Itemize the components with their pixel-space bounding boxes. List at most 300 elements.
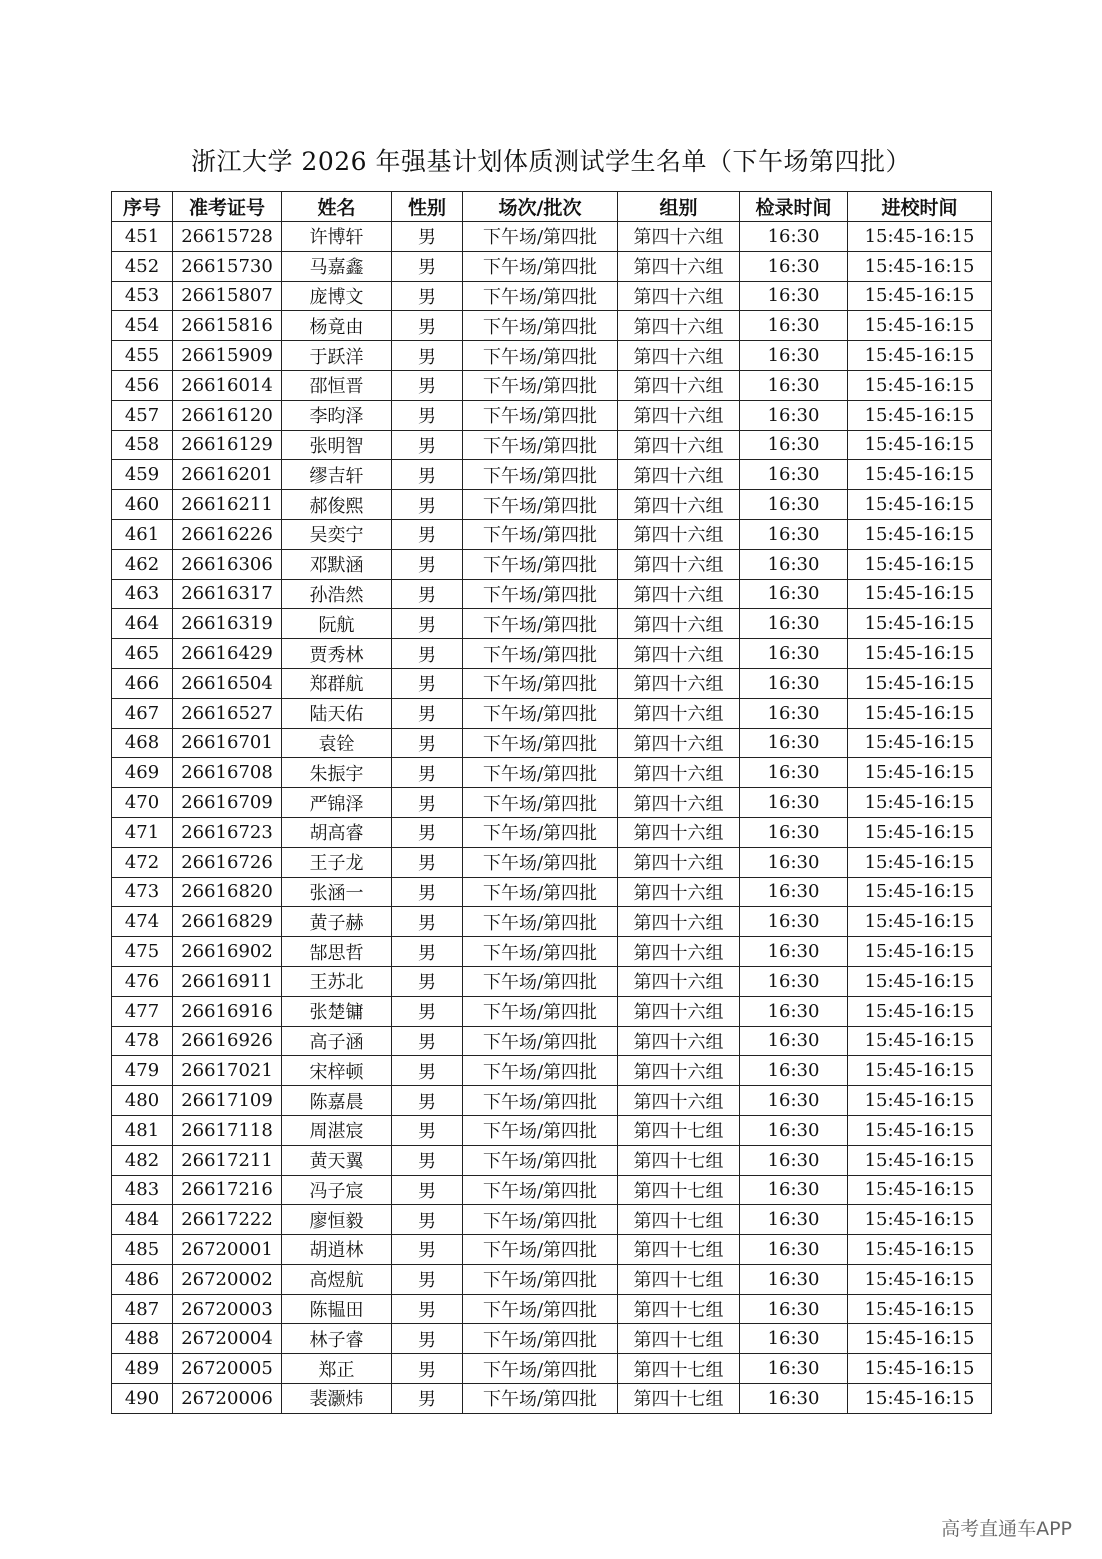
session-batch-cell: 下午场/第四批 <box>463 877 618 907</box>
seq-no-cell: 467 <box>112 698 173 728</box>
entry-time-cell: 15:45-16:15 <box>848 1145 992 1175</box>
exam-id-cell: 26616701 <box>173 728 282 758</box>
entry-time-cell: 15:45-16:15 <box>848 579 992 609</box>
session-batch-cell: 下午场/第四批 <box>463 639 618 669</box>
seq-no-cell: 458 <box>112 430 173 460</box>
table-row <box>112 758 992 788</box>
table-row <box>112 519 992 549</box>
gender-cell: 男 <box>392 907 463 937</box>
checkin-time-cell: 16:30 <box>740 1235 848 1265</box>
seq-no-cell: 478 <box>112 1026 173 1056</box>
group-cell: 第四十七组 <box>618 1354 740 1384</box>
seq-no-cell: 468 <box>112 728 173 758</box>
student-name-cell: 张涵一 <box>282 877 392 907</box>
entry-time-cell: 15:45-16:15 <box>848 907 992 937</box>
student-name-cell: 郑正 <box>282 1354 392 1384</box>
student-name-cell: 严锦泽 <box>282 788 392 818</box>
table-row <box>112 698 992 728</box>
group-cell: 第四十六组 <box>618 609 740 639</box>
session-batch-cell: 下午场/第四批 <box>463 1235 618 1265</box>
gender-cell: 男 <box>392 1205 463 1235</box>
student-name-cell: 许博轩 <box>282 222 392 252</box>
checkin-time-cell: 16:30 <box>740 996 848 1026</box>
gender-cell: 男 <box>392 1354 463 1384</box>
exam-id-cell: 26720001 <box>173 1235 282 1265</box>
seq-no-cell: 483 <box>112 1175 173 1205</box>
checkin-time-cell: 16:30 <box>740 966 848 996</box>
student-name-cell: 陈嘉晨 <box>282 1086 392 1116</box>
gender-cell: 男 <box>392 490 463 520</box>
checkin-time-cell: 16:30 <box>740 1115 848 1145</box>
entry-time-cell: 15:45-16:15 <box>848 788 992 818</box>
entry-time-cell: 15:45-16:15 <box>848 847 992 877</box>
seq-no-cell: 490 <box>112 1384 173 1414</box>
exam-id-cell: 26615730 <box>173 251 282 281</box>
table-row <box>112 1294 992 1324</box>
entry-time-cell: 15:45-16:15 <box>848 1294 992 1324</box>
session-batch-cell: 下午场/第四批 <box>463 400 618 430</box>
student-name-cell: 庞博文 <box>282 281 392 311</box>
exam-id-cell: 26616319 <box>173 609 282 639</box>
session-batch-cell: 下午场/第四批 <box>463 728 618 758</box>
table-header <box>112 192 992 222</box>
exam-id-cell: 26720002 <box>173 1264 282 1294</box>
gender-cell: 男 <box>392 579 463 609</box>
table-row <box>112 907 992 937</box>
gender-cell: 男 <box>392 996 463 1026</box>
group-cell: 第四十六组 <box>618 877 740 907</box>
session-batch-cell: 下午场/第四批 <box>463 907 618 937</box>
column-header-gender: 性别 <box>392 192 463 222</box>
checkin-time-cell: 16:30 <box>740 698 848 728</box>
gender-cell: 男 <box>392 639 463 669</box>
gender-cell: 男 <box>392 370 463 400</box>
entry-time-cell: 15:45-16:15 <box>848 1235 992 1265</box>
session-batch-cell: 下午场/第四批 <box>463 609 618 639</box>
session-batch-cell: 下午场/第四批 <box>463 1145 618 1175</box>
checkin-time-cell: 16:30 <box>740 430 848 460</box>
entry-time-cell: 15:45-16:15 <box>848 877 992 907</box>
student-name-cell: 宋梓顿 <box>282 1056 392 1086</box>
checkin-time-cell: 16:30 <box>740 579 848 609</box>
gender-cell: 男 <box>392 1056 463 1086</box>
seq-no-cell: 477 <box>112 996 173 1026</box>
entry-time-cell: 15:45-16:15 <box>848 609 992 639</box>
exam-id-cell: 26720003 <box>173 1294 282 1324</box>
session-batch-cell: 下午场/第四批 <box>463 937 618 967</box>
session-batch-cell: 下午场/第四批 <box>463 1294 618 1324</box>
checkin-time-cell: 16:30 <box>740 639 848 669</box>
checkin-time-cell: 16:30 <box>740 1294 848 1324</box>
seq-no-cell: 479 <box>112 1056 173 1086</box>
session-batch-cell: 下午场/第四批 <box>463 370 618 400</box>
gender-cell: 男 <box>392 698 463 728</box>
seq-no-cell: 460 <box>112 490 173 520</box>
checkin-time-cell: 16:30 <box>740 1086 848 1116</box>
seq-no-cell: 473 <box>112 877 173 907</box>
column-header-checkin-time: 检录时间 <box>740 192 848 222</box>
checkin-time-cell: 16:30 <box>740 490 848 520</box>
table-row <box>112 996 992 1026</box>
exam-id-cell: 26616014 <box>173 370 282 400</box>
session-batch-cell: 下午场/第四批 <box>463 311 618 341</box>
student-name-cell: 吴奕宁 <box>282 519 392 549</box>
seq-no-cell: 463 <box>112 579 173 609</box>
entry-time-cell: 15:45-16:15 <box>848 1354 992 1384</box>
group-cell: 第四十六组 <box>618 400 740 430</box>
entry-time-cell: 15:45-16:15 <box>848 728 992 758</box>
table-row <box>112 1056 992 1086</box>
group-cell: 第四十六组 <box>618 728 740 758</box>
seq-no-cell: 481 <box>112 1115 173 1145</box>
session-batch-cell: 下午场/第四批 <box>463 222 618 252</box>
seq-no-cell: 488 <box>112 1324 173 1354</box>
table-row <box>112 1324 992 1354</box>
table-row <box>112 817 992 847</box>
student-name-cell: 王子龙 <box>282 847 392 877</box>
group-cell: 第四十七组 <box>618 1324 740 1354</box>
table-row <box>112 400 992 430</box>
gender-cell: 男 <box>392 877 463 907</box>
seq-no-cell: 489 <box>112 1354 173 1384</box>
checkin-time-cell: 16:30 <box>740 1205 848 1235</box>
table-row <box>112 1086 992 1116</box>
student-name-cell: 冯子宸 <box>282 1175 392 1205</box>
gender-cell: 男 <box>392 1086 463 1116</box>
table-row <box>112 251 992 281</box>
table-row <box>112 1354 992 1384</box>
group-cell: 第四十六组 <box>618 907 740 937</box>
group-cell: 第四十六组 <box>618 668 740 698</box>
session-batch-cell: 下午场/第四批 <box>463 1175 618 1205</box>
column-header-student-name: 姓名 <box>282 192 392 222</box>
entry-time-cell: 15:45-16:15 <box>848 1086 992 1116</box>
group-cell: 第四十六组 <box>618 847 740 877</box>
checkin-time-cell: 16:30 <box>740 370 848 400</box>
seq-no-cell: 469 <box>112 758 173 788</box>
student-name-cell: 黄子赫 <box>282 907 392 937</box>
seq-no-cell: 476 <box>112 966 173 996</box>
group-cell: 第四十七组 <box>618 1145 740 1175</box>
session-batch-cell: 下午场/第四批 <box>463 847 618 877</box>
column-header-seq-no: 序号 <box>112 192 173 222</box>
group-cell: 第四十六组 <box>618 1056 740 1086</box>
checkin-time-cell: 16:30 <box>740 460 848 490</box>
gender-cell: 男 <box>392 430 463 460</box>
gender-cell: 男 <box>392 937 463 967</box>
session-batch-cell: 下午场/第四批 <box>463 698 618 728</box>
seq-no-cell: 453 <box>112 281 173 311</box>
table-row <box>112 788 992 818</box>
checkin-time-cell: 16:30 <box>740 341 848 371</box>
exam-id-cell: 26616120 <box>173 400 282 430</box>
group-cell: 第四十七组 <box>618 1205 740 1235</box>
exam-id-cell: 26616820 <box>173 877 282 907</box>
student-name-cell: 杨竟由 <box>282 311 392 341</box>
table-row <box>112 966 992 996</box>
checkin-time-cell: 16:30 <box>740 877 848 907</box>
student-name-cell: 陆天佑 <box>282 698 392 728</box>
student-name-cell: 郑群航 <box>282 668 392 698</box>
gender-cell: 男 <box>392 966 463 996</box>
exam-id-cell: 26616504 <box>173 668 282 698</box>
group-cell: 第四十六组 <box>618 222 740 252</box>
checkin-time-cell: 16:30 <box>740 1264 848 1294</box>
table-row <box>112 728 992 758</box>
exam-id-cell: 26617118 <box>173 1115 282 1145</box>
entry-time-cell: 15:45-16:15 <box>848 430 992 460</box>
group-cell: 第四十六组 <box>618 579 740 609</box>
table-row <box>112 341 992 371</box>
checkin-time-cell: 16:30 <box>740 1354 848 1384</box>
group-cell: 第四十七组 <box>618 1294 740 1324</box>
seq-no-cell: 461 <box>112 519 173 549</box>
gender-cell: 男 <box>392 817 463 847</box>
gender-cell: 男 <box>392 1264 463 1294</box>
exam-id-cell: 26616723 <box>173 817 282 847</box>
session-batch-cell: 下午场/第四批 <box>463 1324 618 1354</box>
entry-time-cell: 15:45-16:15 <box>848 1384 992 1414</box>
seq-no-cell: 471 <box>112 817 173 847</box>
seq-no-cell: 466 <box>112 668 173 698</box>
exam-id-cell: 26617021 <box>173 1056 282 1086</box>
document-title: 浙江大学 2026 年强基计划体质测试学生名单（下午场第四批） <box>190 147 912 176</box>
checkin-time-cell: 16:30 <box>740 817 848 847</box>
session-batch-cell: 下午场/第四批 <box>463 1026 618 1056</box>
exam-id-cell: 26616829 <box>173 907 282 937</box>
exam-id-cell: 26617211 <box>173 1145 282 1175</box>
checkin-time-cell: 16:30 <box>740 758 848 788</box>
group-cell: 第四十六组 <box>618 996 740 1026</box>
session-batch-cell: 下午场/第四批 <box>463 996 618 1026</box>
watermark: 高考直通车APP <box>941 1518 1072 1540</box>
entry-time-cell: 15:45-16:15 <box>848 1175 992 1205</box>
checkin-time-cell: 16:30 <box>740 519 848 549</box>
gender-cell: 男 <box>392 400 463 430</box>
checkin-time-cell: 16:30 <box>740 1175 848 1205</box>
session-batch-cell: 下午场/第四批 <box>463 579 618 609</box>
table-body <box>112 222 992 1414</box>
session-batch-cell: 下午场/第四批 <box>463 1354 618 1384</box>
gender-cell: 男 <box>392 758 463 788</box>
gender-cell: 男 <box>392 549 463 579</box>
session-batch-cell: 下午场/第四批 <box>463 460 618 490</box>
exam-id-cell: 26615807 <box>173 281 282 311</box>
entry-time-cell: 15:45-16:15 <box>848 490 992 520</box>
exam-id-cell: 26616916 <box>173 996 282 1026</box>
entry-time-cell: 15:45-16:15 <box>848 1026 992 1056</box>
seq-no-cell: 470 <box>112 788 173 818</box>
group-cell: 第四十六组 <box>618 519 740 549</box>
student-name-cell: 阮航 <box>282 609 392 639</box>
exam-id-cell: 26616709 <box>173 788 282 818</box>
student-name-cell: 郜思哲 <box>282 937 392 967</box>
checkin-time-cell: 16:30 <box>740 907 848 937</box>
entry-time-cell: 15:45-16:15 <box>848 639 992 669</box>
gender-cell: 男 <box>392 311 463 341</box>
student-name-cell: 于跃洋 <box>282 341 392 371</box>
group-cell: 第四十七组 <box>618 1175 740 1205</box>
group-cell: 第四十七组 <box>618 1384 740 1414</box>
exam-id-cell: 26616429 <box>173 639 282 669</box>
checkin-time-cell: 16:30 <box>740 1384 848 1414</box>
student-name-cell: 黄天翼 <box>282 1145 392 1175</box>
seq-no-cell: 456 <box>112 370 173 400</box>
table-row <box>112 222 992 252</box>
entry-time-cell: 15:45-16:15 <box>848 549 992 579</box>
table-row <box>112 1264 992 1294</box>
student-name-cell: 李昀泽 <box>282 400 392 430</box>
group-cell: 第四十六组 <box>618 281 740 311</box>
session-batch-cell: 下午场/第四批 <box>463 519 618 549</box>
entry-time-cell: 15:45-16:15 <box>848 1115 992 1145</box>
group-cell: 第四十六组 <box>618 698 740 728</box>
student-name-cell: 朱振宇 <box>282 758 392 788</box>
gender-cell: 男 <box>392 788 463 818</box>
student-name-cell: 邵恒晋 <box>282 370 392 400</box>
student-name-cell: 胡高睿 <box>282 817 392 847</box>
session-batch-cell: 下午场/第四批 <box>463 490 618 520</box>
seq-no-cell: 459 <box>112 460 173 490</box>
exam-id-cell: 26615728 <box>173 222 282 252</box>
seq-no-cell: 452 <box>112 251 173 281</box>
checkin-time-cell: 16:30 <box>740 937 848 967</box>
table-row <box>112 1235 992 1265</box>
gender-cell: 男 <box>392 668 463 698</box>
gender-cell: 男 <box>392 341 463 371</box>
exam-id-cell: 26617109 <box>173 1086 282 1116</box>
student-name-cell: 林子睿 <box>282 1324 392 1354</box>
gender-cell: 男 <box>392 1026 463 1056</box>
seq-no-cell: 485 <box>112 1235 173 1265</box>
group-cell: 第四十六组 <box>618 460 740 490</box>
group-cell: 第四十六组 <box>618 341 740 371</box>
student-name-cell: 贾秀林 <box>282 639 392 669</box>
seq-no-cell: 480 <box>112 1086 173 1116</box>
checkin-time-cell: 16:30 <box>740 788 848 818</box>
gender-cell: 男 <box>392 1145 463 1175</box>
seq-no-cell: 451 <box>112 222 173 252</box>
exam-id-cell: 26720006 <box>173 1384 282 1414</box>
checkin-time-cell: 16:30 <box>740 222 848 252</box>
gender-cell: 男 <box>392 1324 463 1354</box>
table-row <box>112 877 992 907</box>
entry-time-cell: 15:45-16:15 <box>848 281 992 311</box>
session-batch-cell: 下午场/第四批 <box>463 251 618 281</box>
student-name-cell: 周湛宸 <box>282 1115 392 1145</box>
group-cell: 第四十六组 <box>618 549 740 579</box>
seq-no-cell: 462 <box>112 549 173 579</box>
checkin-time-cell: 16:30 <box>740 549 848 579</box>
group-cell: 第四十六组 <box>618 966 740 996</box>
session-batch-cell: 下午场/第四批 <box>463 1205 618 1235</box>
entry-time-cell: 15:45-16:15 <box>848 1205 992 1235</box>
student-name-cell: 郝俊熙 <box>282 490 392 520</box>
entry-time-cell: 15:45-16:15 <box>848 1056 992 1086</box>
table-row <box>112 1205 992 1235</box>
entry-time-cell: 15:45-16:15 <box>848 311 992 341</box>
group-cell: 第四十六组 <box>618 370 740 400</box>
seq-no-cell: 465 <box>112 639 173 669</box>
checkin-time-cell: 16:30 <box>740 1145 848 1175</box>
checkin-time-cell: 16:30 <box>740 400 848 430</box>
exam-id-cell: 26616902 <box>173 937 282 967</box>
session-batch-cell: 下午场/第四批 <box>463 430 618 460</box>
entry-time-cell: 15:45-16:15 <box>848 817 992 847</box>
group-cell: 第四十七组 <box>618 1235 740 1265</box>
gender-cell: 男 <box>392 847 463 877</box>
checkin-time-cell: 16:30 <box>740 1056 848 1086</box>
checkin-time-cell: 16:30 <box>740 281 848 311</box>
group-cell: 第四十六组 <box>618 758 740 788</box>
group-cell: 第四十六组 <box>618 1026 740 1056</box>
seq-no-cell: 474 <box>112 907 173 937</box>
table-row <box>112 430 992 460</box>
group-cell: 第四十六组 <box>618 639 740 669</box>
exam-id-cell: 26616911 <box>173 966 282 996</box>
entry-time-cell: 15:45-16:15 <box>848 370 992 400</box>
entry-time-cell: 15:45-16:15 <box>848 460 992 490</box>
exam-id-cell: 26616726 <box>173 847 282 877</box>
exam-id-cell: 26616226 <box>173 519 282 549</box>
student-name-cell: 张明智 <box>282 430 392 460</box>
student-name-cell: 胡逍林 <box>282 1235 392 1265</box>
session-batch-cell: 下午场/第四批 <box>463 1384 618 1414</box>
entry-time-cell: 15:45-16:15 <box>848 758 992 788</box>
seq-no-cell: 472 <box>112 847 173 877</box>
seq-no-cell: 457 <box>112 400 173 430</box>
group-cell: 第四十六组 <box>618 788 740 818</box>
session-batch-cell: 下午场/第四批 <box>463 281 618 311</box>
checkin-time-cell: 16:30 <box>740 847 848 877</box>
student-name-cell: 张楚镛 <box>282 996 392 1026</box>
session-batch-cell: 下午场/第四批 <box>463 1115 618 1145</box>
student-name-cell: 孙浩然 <box>282 579 392 609</box>
table-row <box>112 668 992 698</box>
group-cell: 第四十六组 <box>618 251 740 281</box>
group-cell: 第四十六组 <box>618 311 740 341</box>
seq-no-cell: 487 <box>112 1294 173 1324</box>
exam-id-cell: 26615816 <box>173 311 282 341</box>
session-batch-cell: 下午场/第四批 <box>463 341 618 371</box>
student-name-cell: 缪吉轩 <box>282 460 392 490</box>
session-batch-cell: 下午场/第四批 <box>463 758 618 788</box>
exam-id-cell: 26615909 <box>173 341 282 371</box>
student-name-cell: 廖恒毅 <box>282 1205 392 1235</box>
table-row <box>112 311 992 341</box>
student-name-cell: 陈韫田 <box>282 1294 392 1324</box>
student-roster-table <box>111 191 992 1414</box>
exam-id-cell: 26617216 <box>173 1175 282 1205</box>
checkin-time-cell: 16:30 <box>740 668 848 698</box>
checkin-time-cell: 16:30 <box>740 1324 848 1354</box>
exam-id-cell: 26616129 <box>173 430 282 460</box>
gender-cell: 男 <box>392 1384 463 1414</box>
group-cell: 第四十七组 <box>618 1115 740 1145</box>
student-name-cell: 高煜航 <box>282 1264 392 1294</box>
seq-no-cell: 482 <box>112 1145 173 1175</box>
gender-cell: 男 <box>392 281 463 311</box>
gender-cell: 男 <box>392 1294 463 1324</box>
table-row <box>112 370 992 400</box>
table-row <box>112 1384 992 1414</box>
exam-id-cell: 26720004 <box>173 1324 282 1354</box>
seq-no-cell: 454 <box>112 311 173 341</box>
entry-time-cell: 15:45-16:15 <box>848 698 992 728</box>
entry-time-cell: 15:45-16:15 <box>848 966 992 996</box>
gender-cell: 男 <box>392 222 463 252</box>
table-row <box>112 281 992 311</box>
